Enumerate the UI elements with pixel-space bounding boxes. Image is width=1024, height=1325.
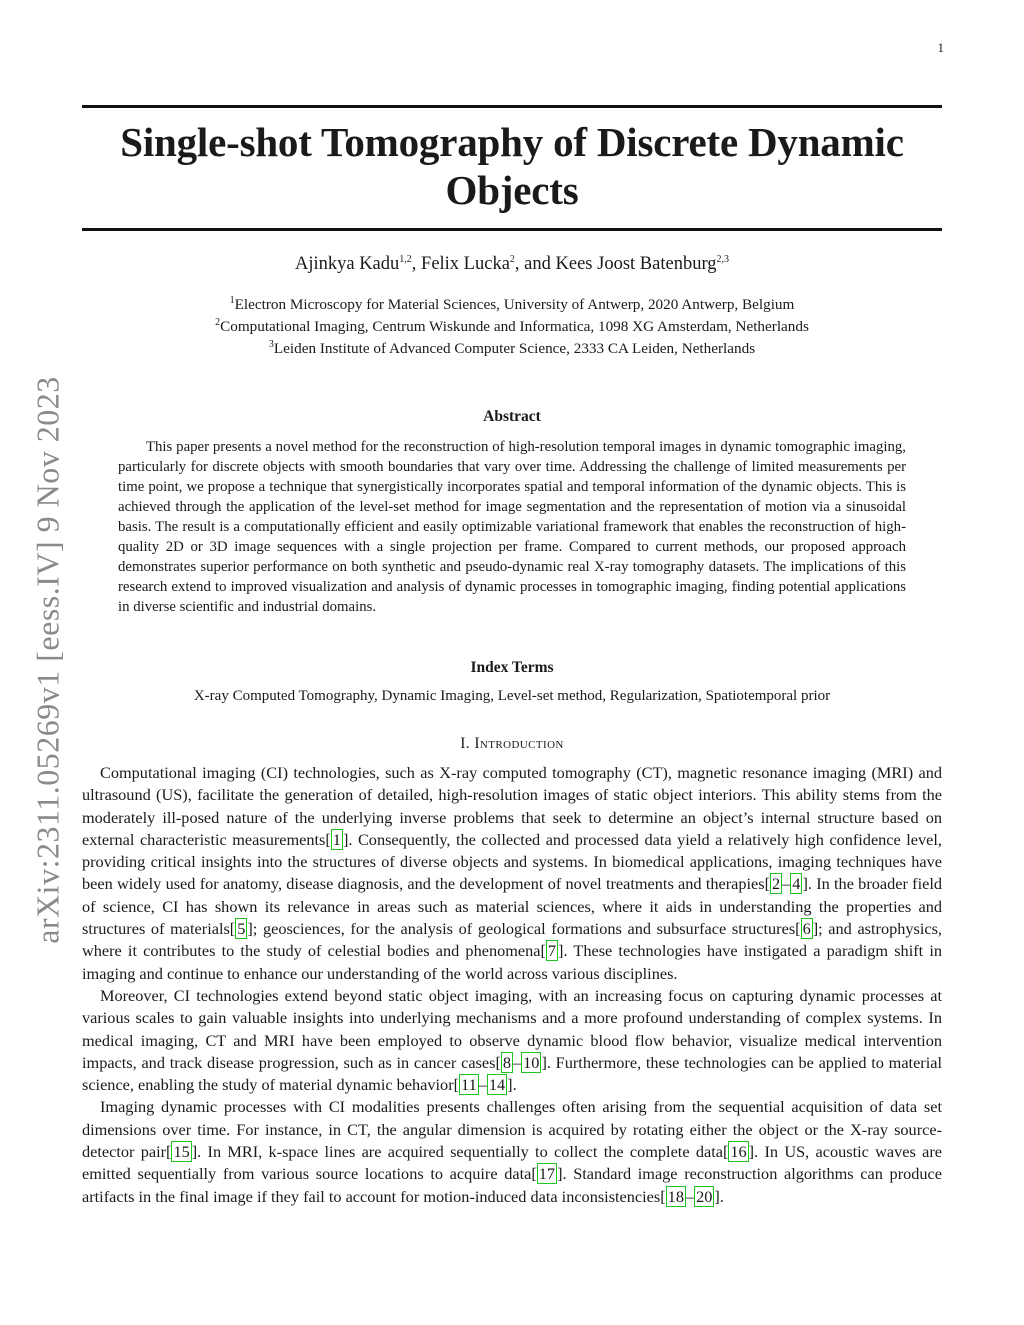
citation-link[interactable]: 14	[488, 1075, 506, 1095]
index-terms-heading: Index Terms	[470, 659, 554, 676]
paragraph-text: –	[513, 1052, 522, 1072]
section-title: Introduction	[474, 735, 564, 752]
citation-link[interactable]: 7	[547, 941, 557, 961]
citation-link[interactable]: 16	[730, 1142, 747, 1162]
paragraph-text: ]. Furthermore, these technologies can be applied to material science, enabling the study of material dynamic behavior[	[82, 1052, 942, 1095]
citation-link[interactable]: 4	[792, 874, 801, 894]
citation-link[interactable]: 8	[502, 1052, 512, 1072]
affiliation-text: Electron Microscopy for Material Sciences, University of Antwerp, 2020 Antwerp, Belgium	[234, 296, 795, 313]
author-separator: ,	[411, 254, 422, 274]
paragraph-text: ]. In US, acoustic waves are emitted sequentially from various source locations to acquire data[	[82, 1142, 942, 1184]
citation-link[interactable]: 18	[667, 1186, 684, 1206]
paragraph-text: –	[478, 1075, 487, 1095]
affiliation-line	[82, 316, 942, 338]
introduction-paragraph	[82, 985, 942, 1096]
page-number: 1	[937, 40, 944, 55]
author-separator: , and	[514, 254, 556, 274]
author-affiliation-marker: 2	[509, 253, 515, 265]
affiliation-line	[82, 338, 942, 360]
affiliation-line	[82, 294, 942, 316]
paragraph-text: ]; geosciences, for the analysis of geological formations and subsurface structures[	[247, 919, 801, 939]
paragraph-text: ].	[507, 1075, 517, 1095]
paper-title: Single-shot Tomography of Discrete Dynamic Objects	[120, 119, 904, 213]
citation-link[interactable]: 6	[802, 919, 811, 939]
citation-link[interactable]: 17	[538, 1164, 556, 1184]
introduction-paragraph	[82, 1096, 942, 1207]
author-name: Felix Lucka	[421, 254, 510, 274]
affiliation-marker: 2	[215, 316, 221, 328]
author-list	[82, 254, 942, 275]
abstract-body	[118, 437, 906, 617]
author-name: Ajinkya Kadu	[294, 254, 400, 274]
paragraph-text: Moreover, CI technologies extend beyond static object imaging, with an increasing focus on capturing dynamic processes at various scales to gain valuable insights into underlying mechanisms and a more profound understanding of complex systems. In medical imaging, CT and MRI have been employed to observe dynamic blood flow behavior, visualize medical intervention impacts, and track disease progression, such as in cancer cases[	[82, 985, 942, 1072]
introduction-heading	[82, 735, 942, 753]
paragraph-text: ]. Consequently, the collected and processed data yield a relatively high confidence level, providing critical insights into the structures of diverse objects and systems. In biomedical applications, imaging techniques have been widely used for anatomy, disease diagnosis, and the development of novel treatments and therapies[	[82, 829, 942, 894]
citation-link[interactable]: 11	[461, 1075, 477, 1095]
paragraph-text: ]. These technologies have instigated a paradigm shift in imaging and continue to enhance our understanding of the world across various disciplines.	[82, 941, 942, 983]
author-affiliation-marker: 1,2	[399, 253, 412, 265]
author-affiliation-marker: 2,3	[716, 253, 730, 265]
abstract-heading: Abstract	[483, 408, 541, 425]
citation-link[interactable]: 20	[696, 1186, 713, 1206]
affiliation-list	[82, 294, 942, 360]
arxiv-identifier-stamp: arXiv:2311.05269v1 [eess.IV] 9 Nov 2023	[29, 376, 66, 944]
affiliation-marker: 3	[268, 338, 274, 350]
citation-link[interactable]: 10	[523, 1052, 540, 1072]
introduction-body	[82, 762, 942, 1208]
paragraph-text: –	[782, 874, 791, 894]
affiliation-marker: 1	[229, 294, 235, 306]
citation-link[interactable]: 2	[772, 874, 781, 894]
section-numeral: I.	[460, 735, 471, 752]
introduction-paragraph	[82, 762, 942, 985]
affiliation-text: Leiden Institute of Advanced Computer Science, 2333 CA Leiden, Netherlands	[273, 340, 756, 357]
paragraph-text: ].	[714, 1186, 724, 1206]
paragraph-text: ]. In MRI, k-space lines are acquired sequentially to collect the complete data[	[191, 1142, 729, 1162]
title-bottom-rule	[82, 228, 942, 231]
index-terms-text: X-ray Computed Tomography, Dynamic Imaging, Level-set method, Regularization, Spatiotemporal prior	[193, 688, 831, 704]
citation-link[interactable]: 1	[332, 829, 341, 849]
paragraph-text: Imaging dynamic processes with CI modalities presents challenges often arising from the sequential acquisition of data set dimensions over time. For instance, in CT, the angular dimension is acquired by rotating either the object or the X-ray source-detector pair[	[82, 1097, 942, 1162]
paragraph-text: Computational imaging (CI) technologies, such as X-ray computed tomography (CT), magnetic resonance imaging (MRI) and ultrasound (US), facilitate the generation of detailed, high-resolution images of static object interiors. This ability stems from the moderately ill-posed nature of the underlying inverse problems that seek to determine an object’s internal structure based on external characteristic measurements[	[82, 763, 942, 849]
abstract-text: This paper presents a novel method for the reconstruction of high-resolution temporal images in dynamic tomographic imaging, particularly for discrete objects with smooth boundaries that vary over time. Addressing the challenge of limited measurements per time point, we propose a technique that synergistically incorporates spatial and temporal information of the dynamic objects. This is achieved through the application of the level-set method for image segmentation and the representation of motion via a sinusoidal basis. The result is a computationally efficient and easily optimizable variational framework that enables the reconstruction of high-quality 2D or 3D image sequences with a single projection per frame. Compared to current methods, our proposed approach demonstrates superior performance on both synthetic and pseudo-dynamic real X-ray tomography datasets. The implications of this research extend to improved visualization and analysis of dynamic processes in tomographic imaging, finding potential applications in diverse scientific and industrial domains.	[118, 439, 906, 615]
affiliation-text: Computational Imaging, Centrum Wiskunde and Informatica, 1098 XG Amsterdam, Netherlands	[220, 318, 809, 335]
author-name: Kees Joost Batenburg	[555, 254, 717, 274]
paragraph-text: ]; and astrophysics, where it contributes to the study of celestial bodies and phenomena[	[82, 919, 943, 961]
citation-link[interactable]: 15	[173, 1142, 190, 1162]
paragraph-text: ]. Standard image reconstruction algorithms can produce artifacts in the final image if they fail to account for motion-induced data inconsistencies[	[82, 1164, 942, 1206]
citation-link[interactable]: 5	[237, 919, 246, 939]
paragraph-text: ]. In the broader field of science, CI has shown its relevance in areas such as material sciences, where it aids in understanding the properties and structures of materials[	[82, 874, 943, 939]
paragraph-text: –	[685, 1186, 695, 1206]
title-top-rule	[82, 105, 942, 108]
